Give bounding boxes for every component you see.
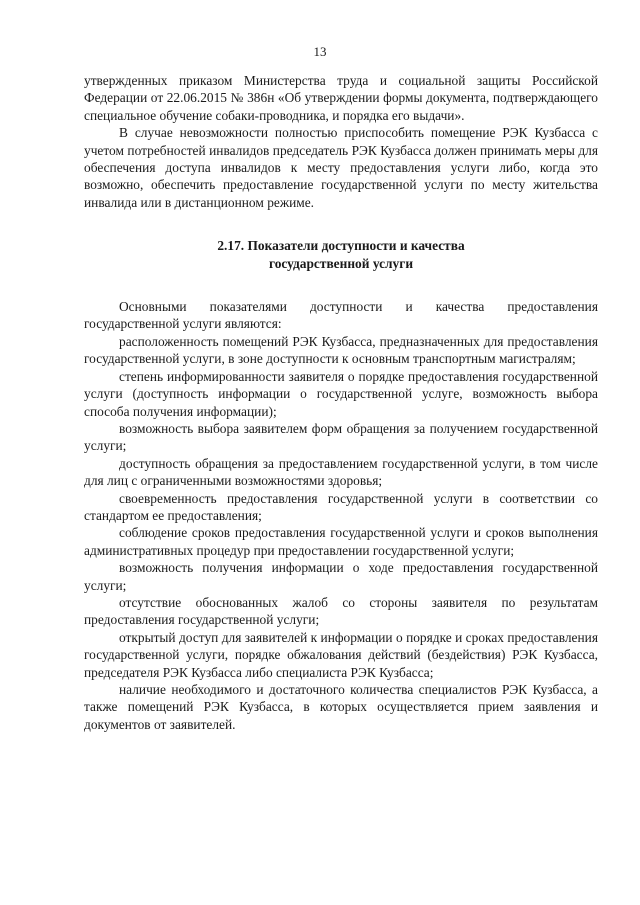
- list-item-form-choice: возможность выбора заявителем форм обращения за получением государственной услуги;: [84, 420, 598, 454]
- section-heading: [84, 237, 598, 272]
- list-item-location: расположенность помещений РЭК Кузбасса, предназначенных для предоставления государственной услуги, в зоне доступности к основным транспортным магистралям;: [84, 333, 598, 367]
- paragraph-disabled-access: В случае невозможности полностью приспособить помещение РЭК Кузбасса с учетом потребностей инвалидов председатель РЭК Кузбасса должен принимать меры для обеспечения доступа инвалидов к месту предоставления услуги либо, когда это возможно, обеспечить предоставление государственной услуги по месту жительства инвалида или в дистанционном режиме.: [84, 125, 598, 210]
- list-item-staffing: наличие необходимого и достаточного количества специалистов РЭК Кузбасса, а также помещений РЭК Кузбасса, в которых осуществляется прием заявления и документов от заявителей.: [84, 682, 598, 732]
- section-heading-line-2: государственной услуги: [268, 255, 414, 271]
- list-item-deadlines: соблюдение сроков предоставления государственной услуги и сроков выполнения административных процедур при предоставлении государственной услуги;: [84, 525, 598, 558]
- list-item-progress-info: возможность получения информации о ходе предоставления государственной услуги;: [84, 560, 598, 593]
- list-item-no-complaints: отсутствие обоснованных жалоб со стороны заявителя по результатам предоставления государственной услуги;: [84, 594, 598, 628]
- list-item-open-access: открытый доступ для заявителей к информации о порядке и сроках предоставления государственной услуги, порядке обжалования действий (бездействия) РЭК Кузбасса, председателя РЭК Кузбасса либо специалиста РЭК Кузбасса;: [84, 629, 598, 680]
- paragraph-continuation: утвержденных приказом Министерства труда и социальной защиты Российской Федерации от 22.06.2015 № 386н «Об утверждении формы документа, подтверждающего специальное обучение собаки-проводника, и порядка его выдачи».: [84, 73, 598, 123]
- list-item-timeliness: своевременность предоставления государственной услуги в соответствии со стандартом ее предоставления;: [84, 490, 598, 523]
- list-item-accessibility: доступность обращения за предоставлением государственной услуги, в том числе для лиц с ограниченными возможностями здоровья;: [84, 455, 598, 489]
- section-heading-line-1: 2.17. Показатели доступности и качества: [217, 238, 465, 254]
- document-body: [84, 72, 598, 733]
- paragraph-intro: Основными показателями доступности и качества предоставления государственной услуги являются:: [84, 299, 598, 332]
- page-number: 13: [313, 44, 327, 59]
- list-item-informedness: степень информированности заявителя о порядке предоставления государственной услуги (доступность информации о государственной услуге, возможность выбора способа получения информации);: [84, 368, 598, 419]
